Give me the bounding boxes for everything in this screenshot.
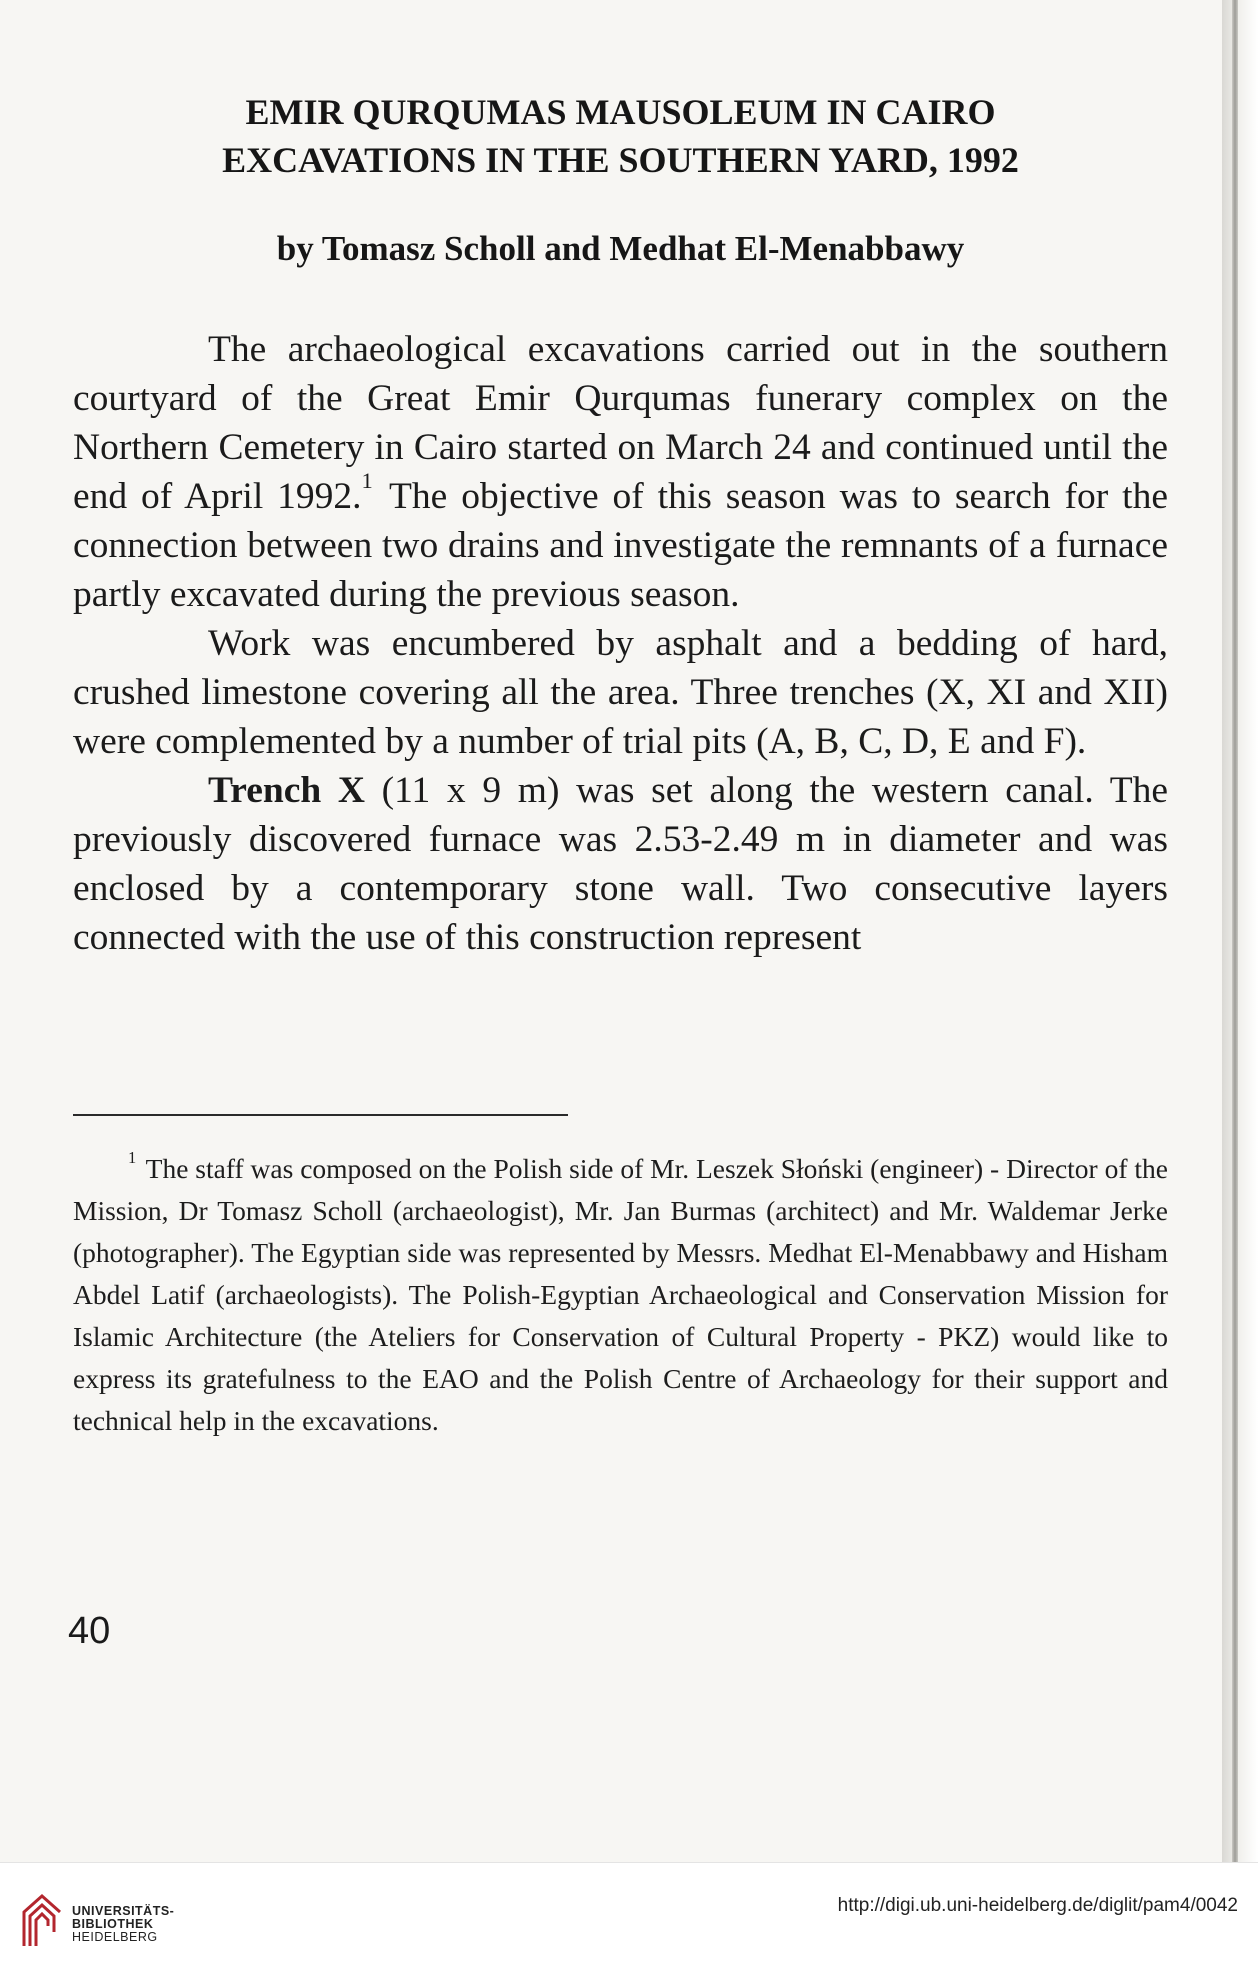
byline: by Tomasz Scholl and Medhat El-Menabbawy bbox=[276, 229, 965, 268]
library-name-line-3: HEIDELBERG bbox=[72, 1930, 158, 1944]
paragraph-3-text: (11 x 9 m) was set along the western canal. The previously discovered furnace was 2.53-2.49 m in diameter and was enclosed by a contemporary stone wall. Two consecutive layers connected with the use of this construction represent bbox=[73, 770, 1169, 958]
page-binding-edge bbox=[1232, 0, 1238, 1862]
library-name[interactable] bbox=[72, 1905, 174, 1944]
paragraph-1 bbox=[73, 325, 1168, 619]
library-name-line-2: BIBLIOTHEK bbox=[72, 1917, 154, 1931]
paragraph-1-text-a: The archaeological excavations carried out in the southern courtyard of the Great Emir Qurqumas funerary complex on the Northern Cemetery in Cairo started on March 24 and continued until the end of April 1992. bbox=[73, 329, 1168, 517]
paragraph-1-text-b: The objective of this season was to search for the connection between two drains and investigate the remnants of a furnace partly excavated during the previous season. bbox=[73, 476, 1168, 615]
paragraph-3 bbox=[73, 766, 1168, 962]
library-name-line-1: UNIVERSITÄTS- bbox=[72, 1904, 175, 1918]
heidelberg-library-logo-icon[interactable] bbox=[22, 1892, 62, 1948]
paragraph-2: Work was encumbered by asphalt and a bedding of hard, crushed limestone covering all the area. Three trenches (X, XI and XII) were complemented by a number of trial pits (A, B, C, D, E and F). bbox=[73, 623, 1168, 762]
footnote-1-text: The staff was composed on the Polish side of Mr. Leszek Słoński (engineer) - Director of the Mission, Dr Tomasz Scholl (archaeologist), Mr. Jan Burmas (architect) and Mr. Waldemar Jerke (photographer). The Egyptian side was represented by Messrs. Medhat El-Menabbawy and Hisham Abdel Latif (archaeologists). The Polish-Egyptian Archaeological and Conservation Mission for Islamic Architecture (the Ateliers for Conservation of Cultural Property - PKZ) would like to express its gratefulness to the EAO and the Polish Centre of Archaeology for their support and technical help in the excavations. bbox=[73, 1153, 1168, 1436]
trench-x-heading: Trench X bbox=[208, 770, 365, 811]
title-line-1: EMIR QURQUMAS MAUSOLEUM IN CAIRO bbox=[245, 92, 996, 132]
title-line-2: EXCAVATIONS IN THE SOUTHERN YARD, 1992 bbox=[222, 140, 1019, 180]
footnote-separator bbox=[73, 1114, 568, 1116]
viewer-footer bbox=[0, 1862, 1258, 1972]
footnote-1 bbox=[73, 1148, 1168, 1442]
source-url-link[interactable]: http://digi.ub.uni-heidelberg.de/diglit/pam4/0042 bbox=[837, 1895, 1238, 1916]
article-body bbox=[73, 325, 1168, 962]
footnote-number: 1 bbox=[128, 1148, 137, 1168]
footnote-reference[interactable]: 1 bbox=[361, 467, 373, 493]
page-number: 40 bbox=[68, 1610, 111, 1652]
page-edge-shadow bbox=[1222, 0, 1258, 1862]
footnote bbox=[73, 1148, 1168, 1442]
